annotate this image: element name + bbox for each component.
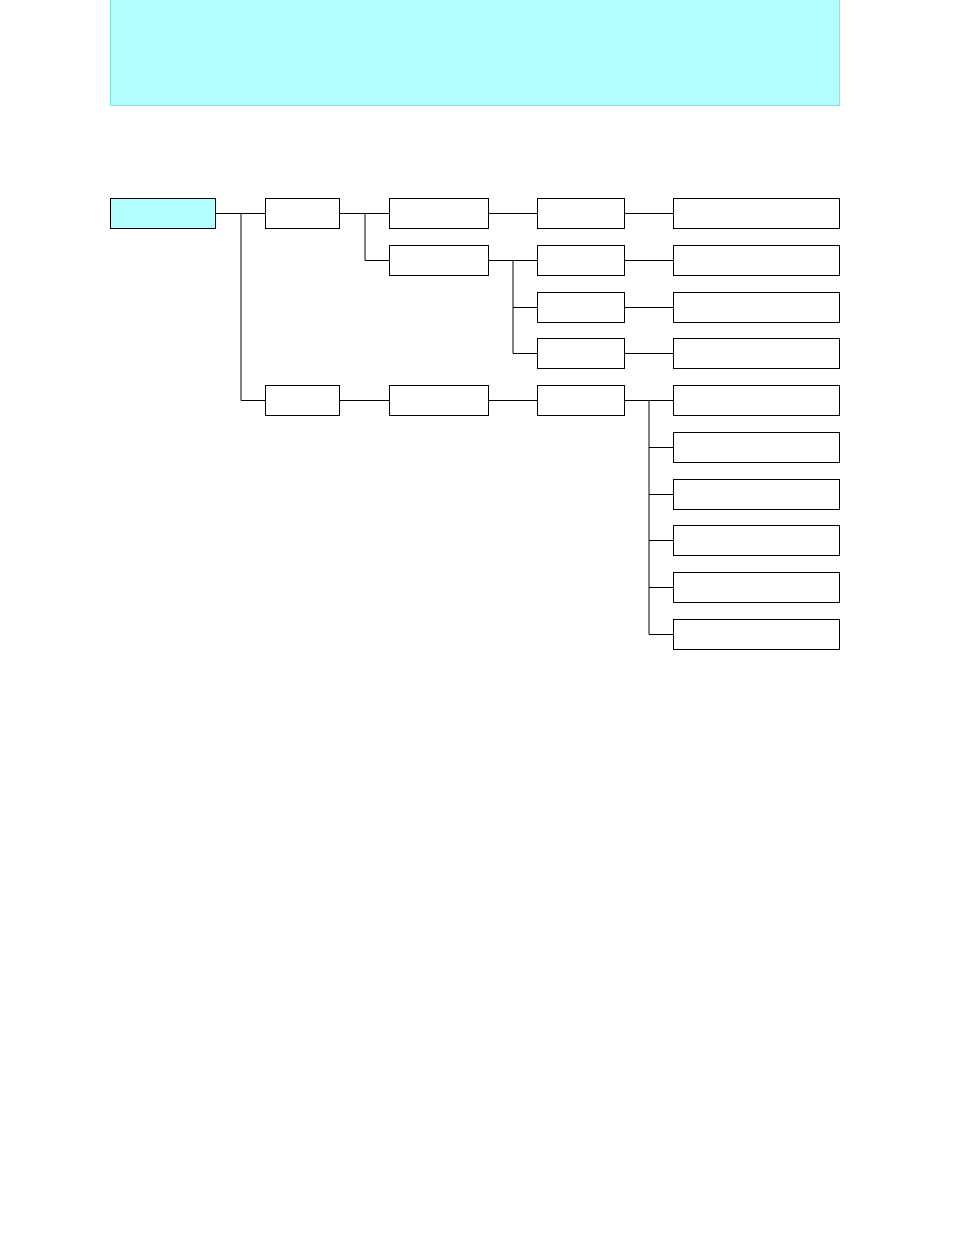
leaf-node-5 bbox=[674, 386, 840, 416]
root-node bbox=[111, 199, 216, 229]
node-a1a bbox=[538, 199, 625, 229]
leaf-node-6 bbox=[674, 433, 840, 463]
connector-lines bbox=[215, 214, 673, 635]
leaf-node-3 bbox=[674, 293, 840, 323]
leaf-node-9 bbox=[674, 573, 840, 603]
node-a2b bbox=[538, 293, 625, 323]
node-a bbox=[266, 199, 340, 229]
node-a1 bbox=[390, 199, 489, 229]
node-b bbox=[266, 386, 340, 416]
leaf-node-8 bbox=[674, 526, 840, 556]
leaf-node-7 bbox=[674, 480, 840, 510]
node-a2a bbox=[538, 246, 625, 276]
leaf-node-1 bbox=[674, 199, 840, 229]
tree-nodes bbox=[111, 199, 840, 650]
node-b1 bbox=[390, 386, 489, 416]
node-b1a bbox=[538, 386, 625, 416]
node-a2c bbox=[538, 339, 625, 369]
leaf-node-4 bbox=[674, 339, 840, 369]
node-a2 bbox=[390, 246, 489, 276]
leaf-node-2 bbox=[674, 246, 840, 276]
leaf-node-10 bbox=[674, 620, 840, 650]
